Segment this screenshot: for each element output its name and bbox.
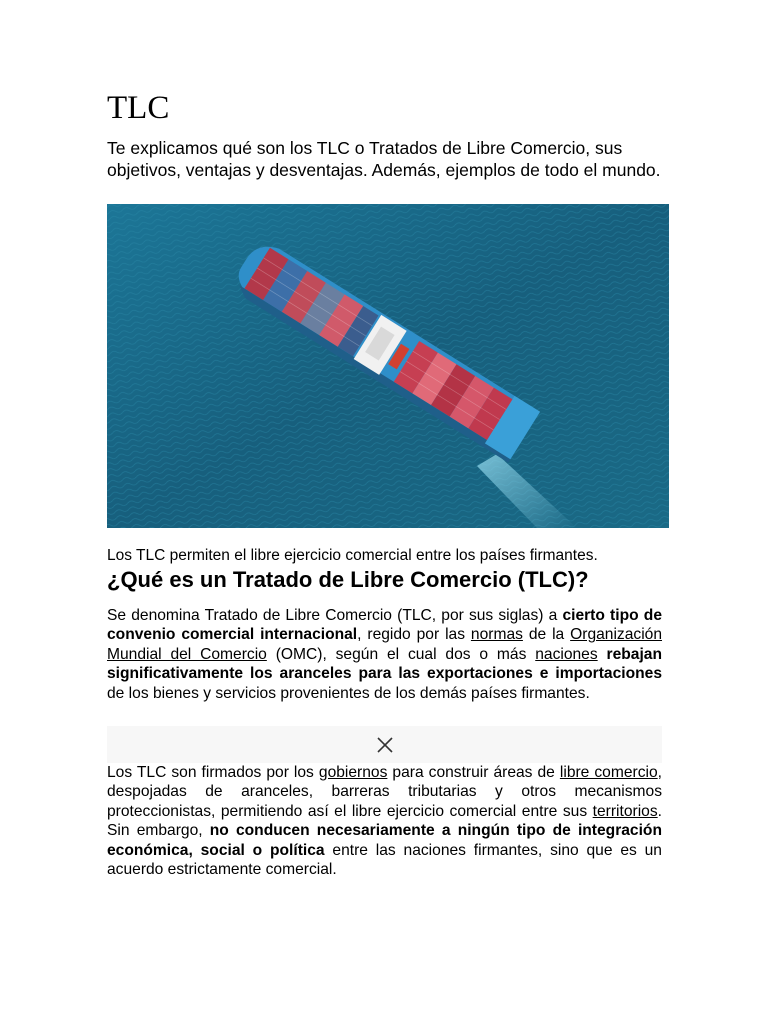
ad-bar [107,726,662,763]
close-icon[interactable] [376,736,394,754]
text-run: entre las naciones firmantes, sino que es un acuerdo estrictamente comercial. [107,841,662,879]
page-title: TLC [107,90,170,126]
text-run: (OMC), según el cual dos o más [266,645,536,663]
image-caption: Los TLC permiten el libre ejercicio comercial entre los países firmantes. [107,547,598,564]
bold-run: no conducen necesariamente a ningún tipo de integración económica, social o política [107,822,662,859]
link-libre-comercio[interactable]: libre comercio [559,764,658,782]
bold-run: cierto tipo de convenio comercial internacional [107,607,662,644]
text-run: Los TLC son firmados por los [107,764,319,782]
paragraph-definition [107,606,662,703]
paragraph-signing [107,763,662,879]
link-omc[interactable]: Organización Mundial del Comercio [107,626,663,663]
hero-image [107,204,669,528]
link-gobiernos[interactable]: gobiernos [318,764,388,782]
link-normas[interactable]: normas [470,626,523,644]
text-run: . Sin embargo, [107,802,662,840]
text-run: de los bienes y servicios provenientes de los demás países firmantes. [107,684,590,702]
section-heading: ¿Qué es un Tratado de Libre Comercio (TLC)? [107,567,589,592]
link-territorios[interactable]: territorios [592,802,658,820]
text-run: de la [522,626,571,644]
text-run: , despojadas de aranceles, barreras tributarias y otros mecanismos proteccionistas, permitiendo así el libre ejercicio comercial entre sus [107,764,662,820]
link-naciones[interactable]: naciones [535,645,598,663]
bold-run: rebajan significativamente los aranceles para las exportaciones e importaciones [107,645,662,683]
article [107,90,669,879]
text-run: para construir áreas de [387,764,560,782]
text-run [598,646,607,663]
article-intro: Te explicamos qué son los TLC o Tratados de Libre Comercio, sus objetivos, ventajas y desventajas. Además, ejemplos de todo el mundo. [107,138,661,180]
text-run: , regido por las [357,626,471,644]
text-run: Se denomina Tratado de Libre Comercio (TLC, por sus siglas) a [107,607,563,624]
